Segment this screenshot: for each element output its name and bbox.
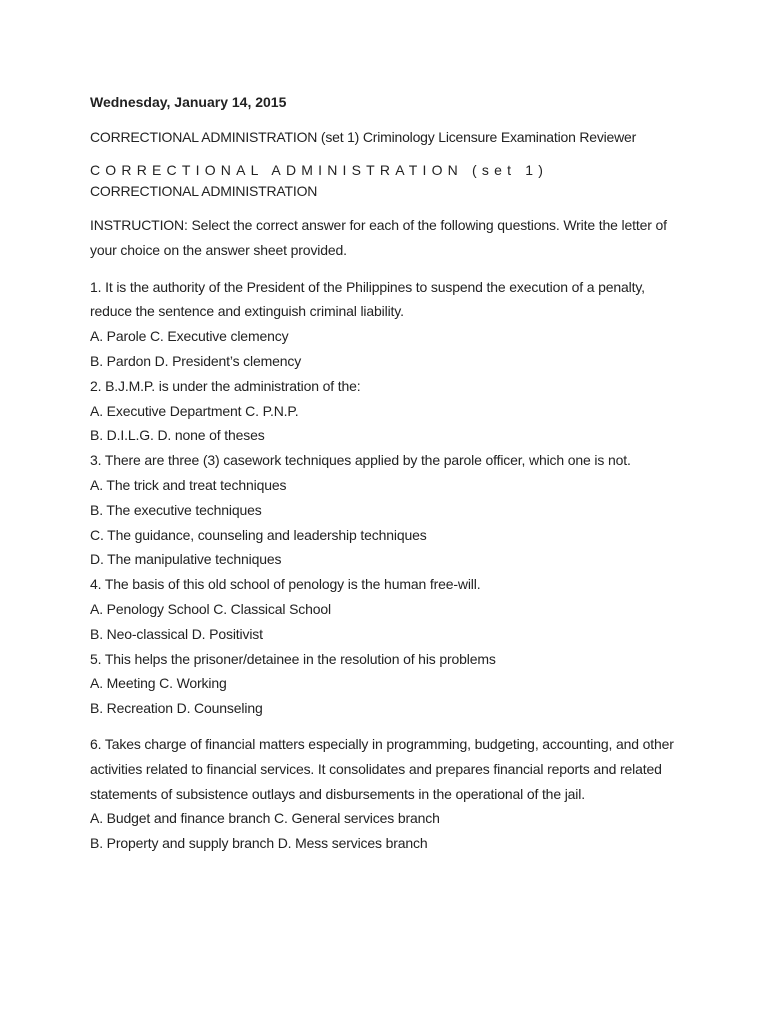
section-heading: CORRECTIONAL ADMINISTRATION (set 1) [90, 162, 549, 178]
question-3-option: D. The manipulative techniques [90, 551, 282, 568]
question-2-stem: 2. B.J.M.P. is under the administration of the: [90, 377, 361, 394]
question-6-stem: 6. Takes charge of financial matters especially in programming, budgeting, accounting, and other activities related to financial services. It consolidates and prepares financial reports and related statements of subsistence outlays and disbursements in the operational of the jail. [90, 735, 674, 802]
question-1-option: B. Pardon D. President’s clemency [90, 352, 302, 369]
question-2-option: B. D.I.L.G. D. none of theses [90, 427, 265, 444]
section-subheading: CORRECTIONAL ADMINISTRATION [90, 183, 318, 199]
question-3-option: B. The executive techniques [90, 501, 262, 518]
question-5-option: B. Recreation D. Counseling [90, 700, 263, 717]
question-1-stem: 1. It is the authority of the President of the Philippines to suspend the execution of a penalty, reduce the sentence and extinguish criminal liability. [90, 278, 645, 320]
question-6-block [90, 732, 690, 856]
question-1-option: A. Parole C. Executive clemency [90, 328, 289, 345]
question-4-option: A. Penology School C. Classical School [90, 600, 331, 617]
question-4-option: B. Neo-classical D. Positivist [90, 625, 263, 642]
question-2-option: A. Executive Department C. P.N.P. [90, 402, 299, 419]
instruction-text: INSTRUCTION: Select the correct answer for each of the following questions. Write the letter of your choice on the answer sheet provided. [90, 217, 667, 258]
question-5-option: A. Meeting C. Working [90, 675, 227, 692]
question-5-stem: 5. This helps the prisoner/detainee in the resolution of his problems [90, 650, 496, 667]
post-date: Wednesday, January 14, 2015 [90, 94, 287, 110]
question-4-stem: 4. The basis of this old school of penology is the human free-will. [90, 576, 481, 593]
question-3-option: C. The guidance, counseling and leadership techniques [90, 526, 427, 543]
question-6-option: B. Property and supply branch D. Mess services branch [90, 835, 428, 852]
post-title: CORRECTIONAL ADMINISTRATION (set 1) Criminology Licensure Examination Reviewer [90, 129, 637, 145]
post-content [90, 92, 690, 856]
question-list [90, 275, 690, 721]
question-3-stem: 3. There are three (3) casework techniques applied by the parole officer, which one is not. [90, 452, 631, 469]
question-3-option: A. The trick and treat techniques [90, 476, 287, 493]
question-6-option: A. Budget and finance branch C. General services branch [90, 810, 440, 827]
